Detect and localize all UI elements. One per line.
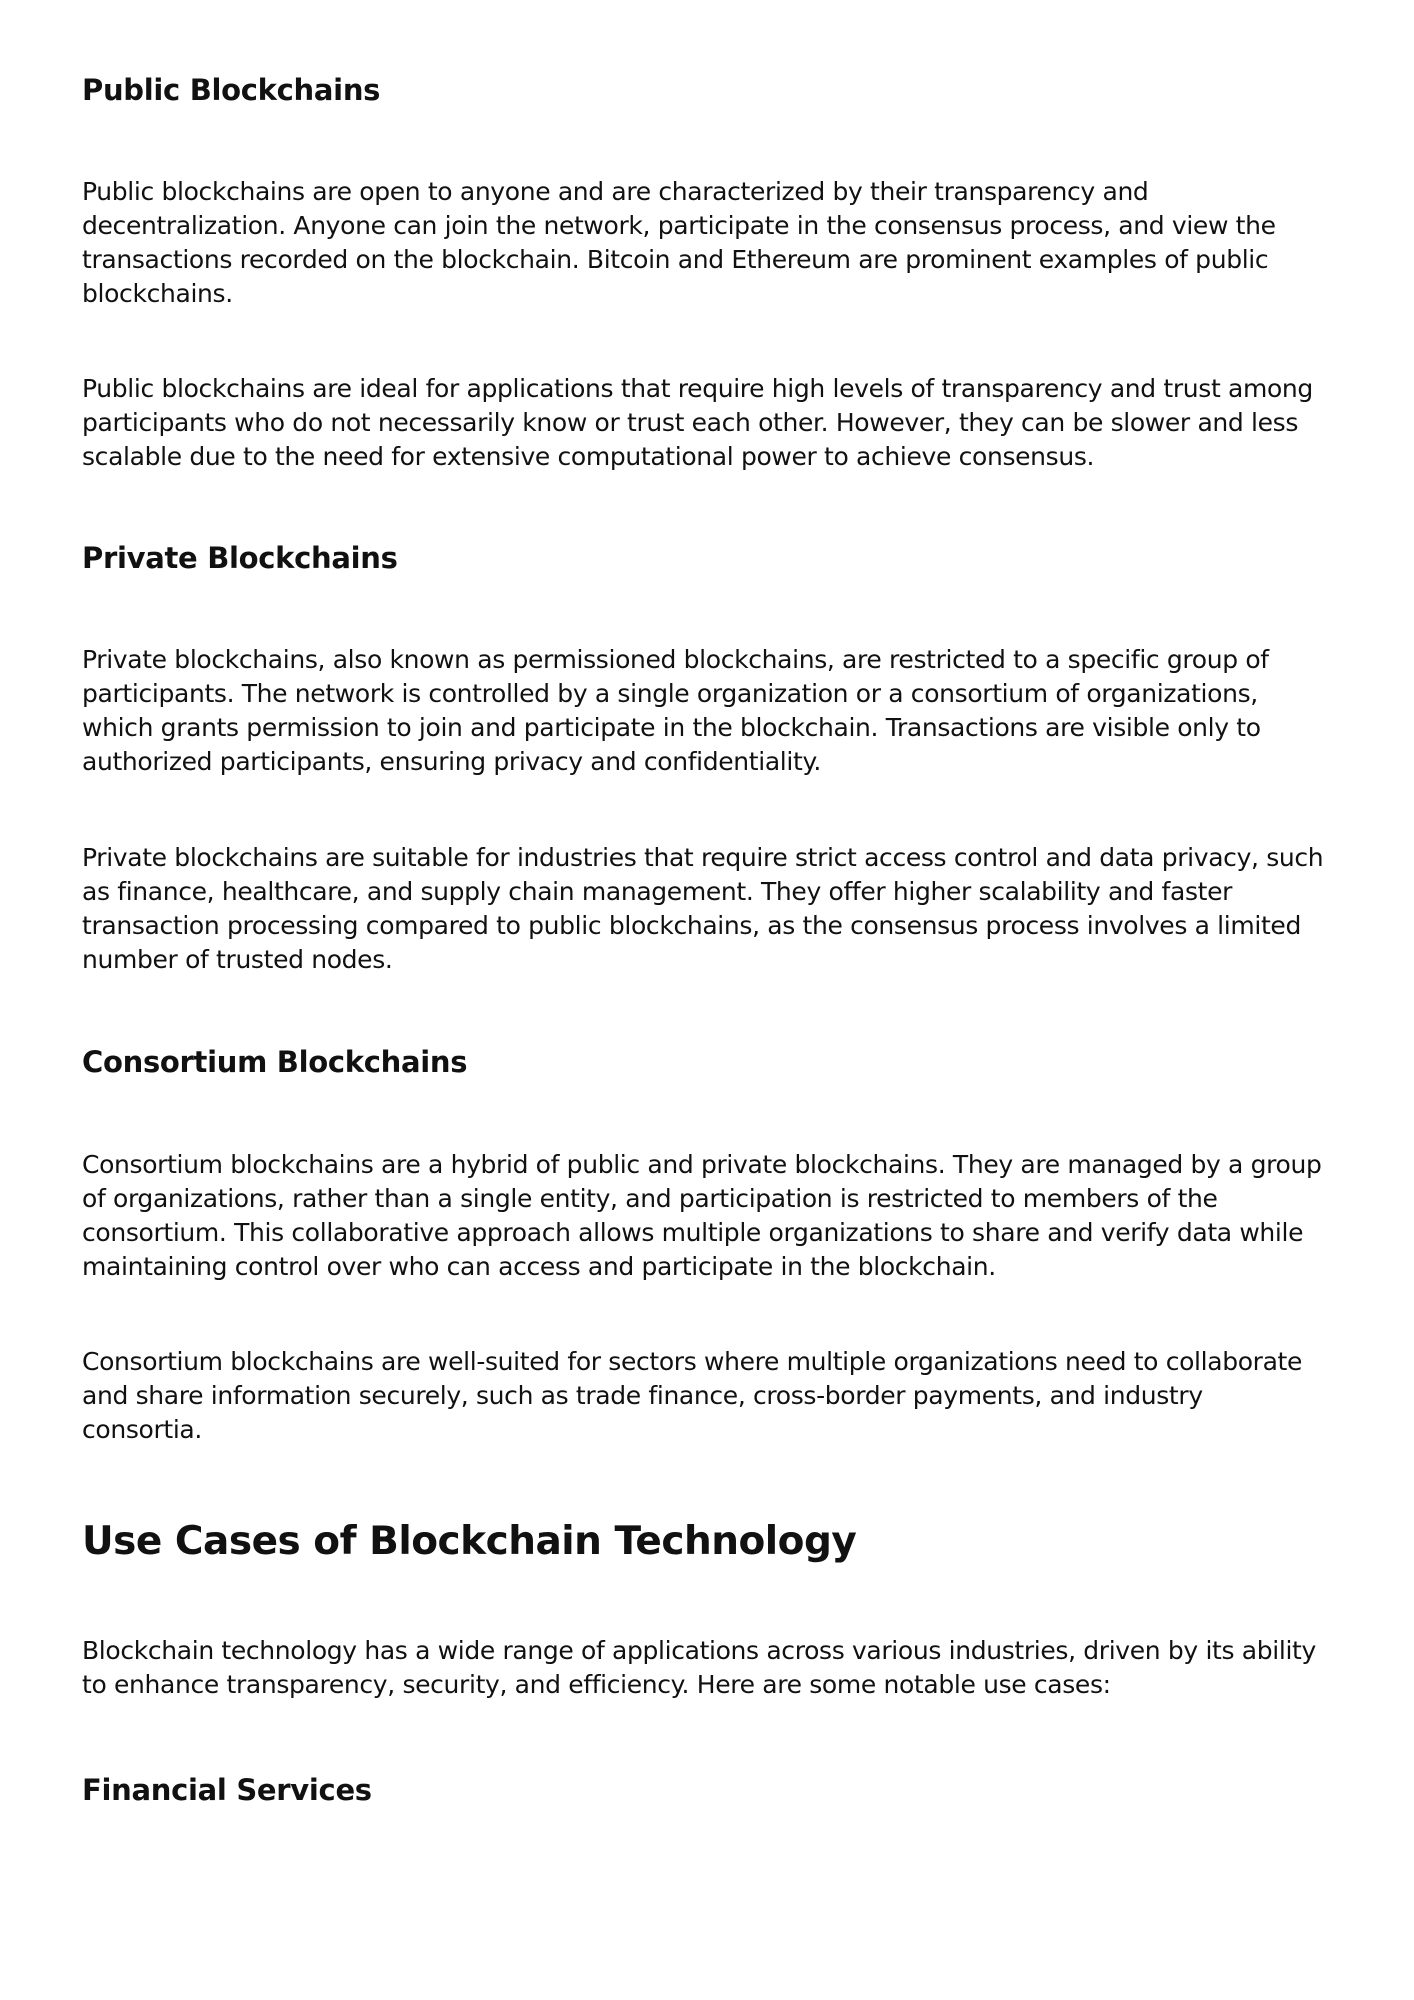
use-cases-heading: Use Cases of Blockchain Technology xyxy=(82,1519,857,1564)
consortium-blockchains-paragraph-1: Consortium blockchains are a hybrid of public and private blockchains. They are managed by a group of organizations, rather than a single entity, and participation is restricted to members of the consortium. This collaborative approach allows multiple organizations to share and verify data while maintaining control over who can access and participate in the blockchain. xyxy=(82,1150,1322,1281)
private-blockchains-heading: Private Blockchains xyxy=(82,541,398,575)
public-blockchains-paragraph-2: Public blockchains are ideal for applications that require high levels of transparency and trust among participants who do not necessarily know or trust each other. However, they can be slower and less scalable due to the need for extensive computational power to achieve consensus. xyxy=(82,374,1313,471)
financial-services-heading: Financial Services xyxy=(82,1773,372,1807)
public-blockchains-heading: Public Blockchains xyxy=(82,73,381,107)
private-blockchains-paragraph-2: Private blockchains are suitable for industries that require strict access control and data privacy, such as finance, healthcare, and supply chain management. They offer higher scalability and faster transaction processing compared to public blockchains, as the consensus process involves a limited number of trusted nodes. xyxy=(82,843,1324,974)
public-blockchains-paragraph-1: Public blockchains are open to anyone and are characterized by their transparency and decentralization. Anyone can join the network, participate in the consensus process, and view the transactions recorded on the blockchain. Bitcoin and Ethereum are prominent examples of public blockchains. xyxy=(82,177,1276,308)
private-blockchains-paragraph-1: Private blockchains, also known as permissioned blockchains, are restricted to a specific group of participants. The network is controlled by a single organization or a consortium of organizations, which grants permission to join and participate in the blockchain. Transactions are visible only to authorized participants, ensuring privacy and confidentiality. xyxy=(82,645,1269,776)
consortium-blockchains-paragraph-2: Consortium blockchains are well-suited for sectors where multiple organizations need to collaborate and share information securely, such as trade finance, cross-border payments, and industry consortia. xyxy=(82,1347,1303,1444)
use-cases-intro-paragraph: Blockchain technology has a wide range of applications across various industries, driven by its ability to enhance transparency, security, and efficiency. Here are some notable use cases: xyxy=(82,1636,1316,1699)
consortium-blockchains-heading: Consortium Blockchains xyxy=(82,1045,468,1079)
